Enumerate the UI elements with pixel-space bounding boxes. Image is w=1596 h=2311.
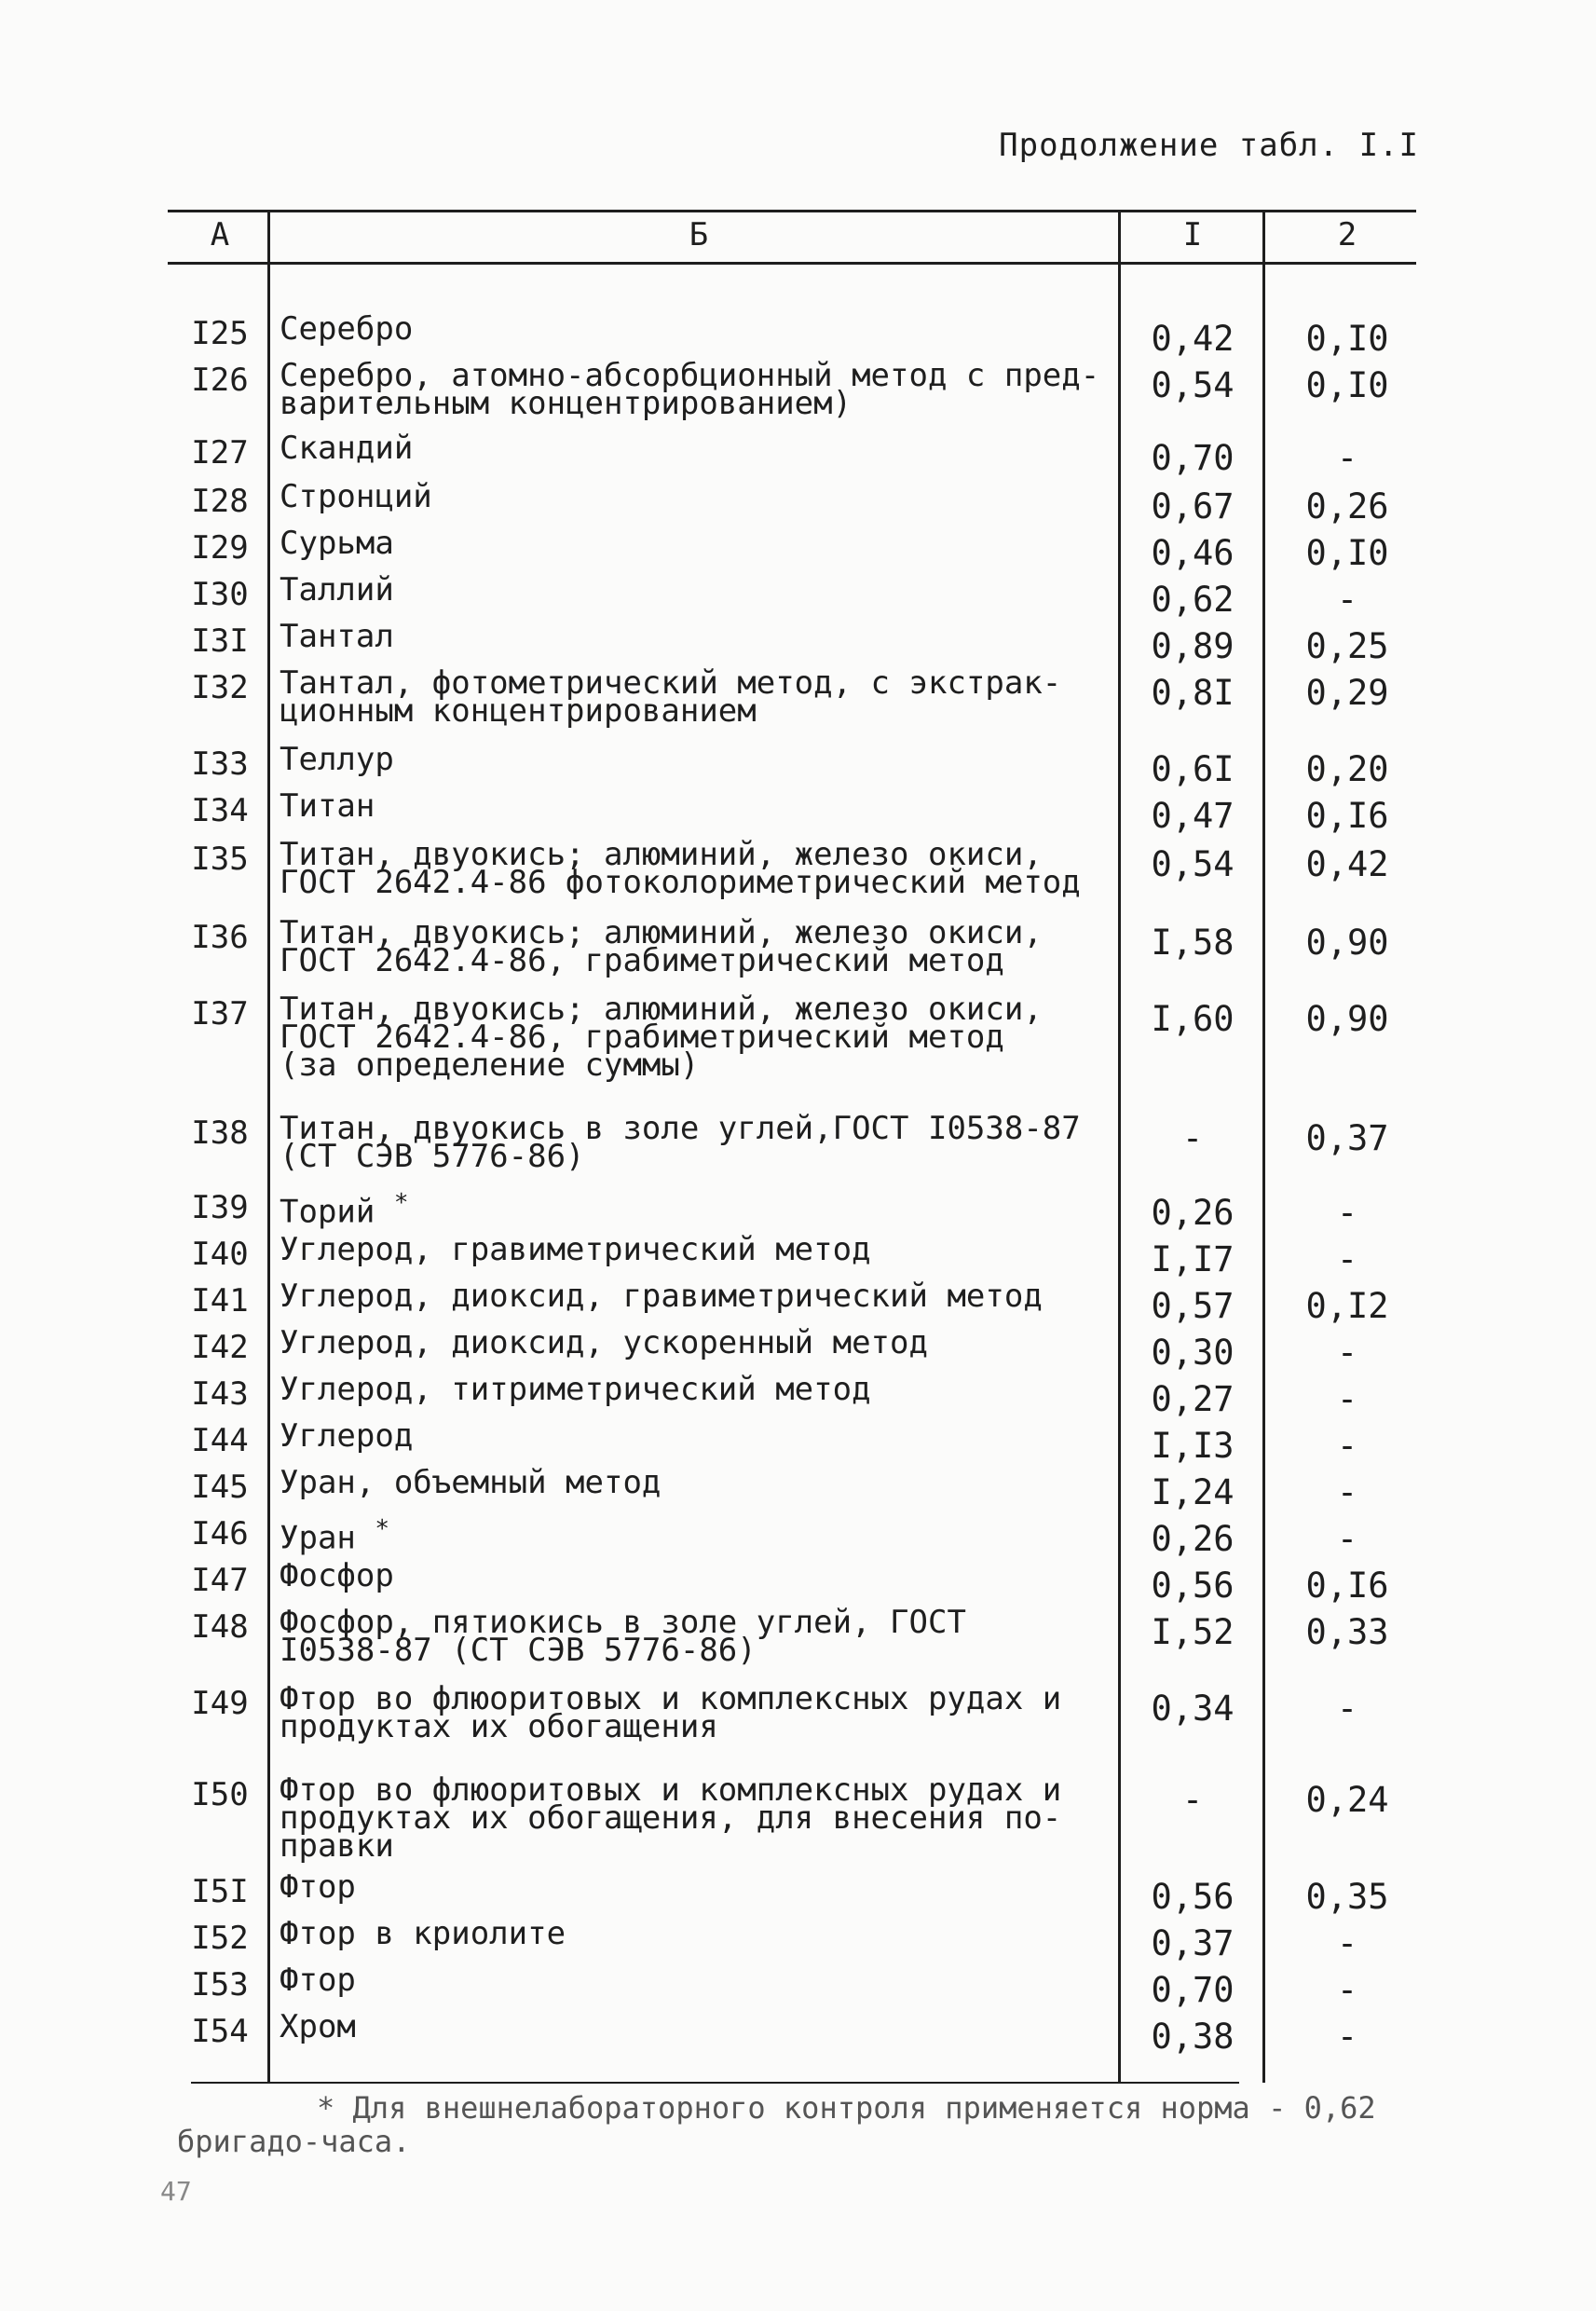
row-value-2: -	[1336, 1193, 1358, 1233]
row-number: I29	[191, 529, 249, 567]
header-col-b: Б	[689, 216, 709, 253]
row-value-1: 0,37	[1151, 1923, 1235, 1963]
row-value-2: 0,24	[1305, 1780, 1389, 1820]
row-value-2: 0,I2	[1305, 1286, 1389, 1326]
row-number: I53	[191, 1966, 249, 2003]
row-name	[280, 357, 1118, 422]
footnote: * Для внешнелабораторного контроля применяется норма - 0,62 бригадо-часа.	[177, 2090, 1376, 2159]
row-value-1: 0,62	[1151, 580, 1235, 620]
row-value-2: -	[1336, 1923, 1358, 1963]
row-name	[280, 1189, 1118, 1231]
row-value-1: 0,89	[1151, 626, 1235, 666]
column-divider-1	[1262, 210, 1265, 2083]
row-number: I26	[191, 362, 249, 399]
row-number: I46	[191, 1515, 249, 1552]
row-value-2: 0,33	[1305, 1612, 1389, 1652]
row-number: I43	[191, 1375, 249, 1413]
row-name-text: Титан, двуокись в золе углей,ГОСТ I0538-87 (СТ СЭВ 5776-86)	[280, 1110, 1081, 1175]
row-value-2: -	[1336, 1689, 1358, 1729]
row-value-1: 0,6I	[1151, 749, 1235, 789]
row-value-1: 0,67	[1151, 486, 1235, 526]
row-value-1: 0,27	[1151, 1379, 1235, 1419]
row-name-text: Уран, объемный метод	[280, 1464, 662, 1501]
row-name	[280, 1771, 1118, 1865]
row-number: I27	[191, 434, 249, 472]
row-number: I41	[191, 1282, 249, 1320]
row-number: I28	[191, 483, 249, 520]
row-value-2: -	[1336, 1239, 1358, 1279]
row-name	[280, 741, 1118, 778]
row-name-text: Фтор	[280, 1962, 356, 1999]
row-value-2: 0,20	[1305, 749, 1389, 789]
row-name-text: Углерод, диоксид, ускоренный метод	[280, 1324, 928, 1361]
row-name-text: Титан	[280, 787, 375, 825]
row-name	[280, 1231, 1118, 1268]
row-value-2: -	[1336, 580, 1358, 620]
page-number: 47	[160, 2176, 192, 2207]
row-number: I36	[191, 919, 249, 956]
row-name	[280, 478, 1118, 515]
row-name-text: Хром	[280, 2008, 356, 2045]
row-name-text: Углерод, диоксид, гравиметрический метод	[280, 1278, 1043, 1315]
row-value-1: 0,26	[1151, 1193, 1235, 1233]
row-name	[280, 525, 1118, 562]
row-name	[280, 1278, 1118, 1315]
row-name-text: Тантал, фотометрический метод, с экстрак- ционным концентрированием	[280, 664, 1062, 730]
row-value-1: 0,57	[1151, 1286, 1235, 1326]
row-name-text: Фтор во флюоритовых и комплексных рудах и продуктах их обогащения, для внесения по- правки	[280, 1771, 1062, 1865]
row-name	[280, 618, 1118, 655]
row-value-1: 0,70	[1151, 438, 1235, 478]
row-value-2: 0,I6	[1305, 1566, 1389, 1606]
row-name	[280, 1604, 1118, 1669]
row-value-2: 0,25	[1305, 626, 1389, 666]
row-number: I32	[191, 669, 249, 706]
row-value-2: 0,90	[1305, 923, 1389, 963]
row-value-1: 0,38	[1151, 2017, 1235, 2057]
row-name	[280, 1868, 1118, 1906]
row-value-2: -	[1336, 1472, 1358, 1512]
row-name-text: Стронций	[280, 478, 432, 515]
row-number: I52	[191, 1920, 249, 1957]
row-value-1: 0,30	[1151, 1333, 1235, 1373]
row-name	[280, 430, 1118, 467]
row-value-2: 0,I0	[1305, 365, 1389, 405]
row-name-text: Фосфор, пятиокись в золе углей, ГОСТ I0538-87 (СТ СЭВ 5776-86)	[280, 1604, 966, 1669]
header-col-a: А	[210, 216, 230, 253]
row-number: I54	[191, 2013, 249, 2050]
row-value-1: 0,42	[1151, 319, 1235, 359]
row-name	[280, 1557, 1118, 1594]
row-name-text: Титан, двуокись; алюминий, железо окиси, ГОСТ 2642.4-86 фотоколориметрический метод	[280, 836, 1081, 901]
row-value-2: 0,I6	[1305, 796, 1389, 836]
row-name	[280, 836, 1118, 901]
row-name-text: Уран	[280, 1519, 356, 1557]
row-value-1: 0,26	[1151, 1519, 1235, 1559]
column-divider-a	[267, 210, 270, 2083]
row-value-1: 0,46	[1151, 533, 1235, 573]
row-name-text: Фтор в криолите	[280, 1915, 566, 1952]
row-number: I35	[191, 841, 249, 878]
row-name	[280, 1110, 1118, 1175]
row-value-2: -	[1336, 1970, 1358, 2010]
row-number: I49	[191, 1685, 249, 1722]
row-name	[280, 991, 1118, 1084]
row-value-2: -	[1336, 1426, 1358, 1466]
row-number: I39	[191, 1189, 249, 1226]
footnote-marker: *	[375, 1515, 390, 1543]
row-name-text: Таллий	[280, 571, 394, 609]
row-name-text: Углерод, гравиметрический метод	[280, 1231, 871, 1268]
table-continuation-caption: Продолжение табл. I.I	[999, 127, 1419, 164]
row-value-2: 0,35	[1305, 1877, 1389, 1917]
row-value-2: -	[1336, 1333, 1358, 1373]
row-number: I25	[191, 315, 249, 352]
row-value-1: 0,47	[1151, 796, 1235, 836]
column-divider-b	[1118, 210, 1121, 2083]
row-number: I50	[191, 1776, 249, 1813]
row-number: I37	[191, 995, 249, 1032]
row-name-text: Тантал	[280, 618, 394, 655]
row-number: I38	[191, 1114, 249, 1152]
row-name-text: Сурьма	[280, 525, 394, 562]
table-top-rule	[168, 210, 1416, 212]
row-name-text: Титан, двуокись; алюминий, железо окиси, ГОСТ 2642.4-86, грабиметрический метод	[280, 914, 1043, 979]
row-name-text: Фтор	[280, 1868, 356, 1906]
row-value-1: I,52	[1151, 1612, 1235, 1652]
row-value-2: -	[1336, 1379, 1358, 1419]
header-col-2: 2	[1337, 216, 1357, 253]
row-value-2: 0,I0	[1305, 533, 1389, 573]
row-value-1: 0,70	[1151, 1970, 1235, 2010]
row-value-1: 0,56	[1151, 1566, 1235, 1606]
row-name-text: Серебро	[280, 310, 414, 348]
row-name-text: Фосфор	[280, 1557, 394, 1594]
row-value-1: 0,34	[1151, 1689, 1235, 1729]
row-number: I44	[191, 1422, 249, 1459]
row-value-2: 0,I0	[1305, 319, 1389, 359]
row-value-1: -	[1181, 1118, 1204, 1158]
table-bottom-rule	[191, 2082, 1239, 2084]
row-name	[280, 1324, 1118, 1361]
footnote-marker: *	[393, 1189, 409, 1217]
row-value-1: I,24	[1151, 1472, 1235, 1512]
row-number: I30	[191, 576, 249, 613]
row-value-1: I,I7	[1151, 1239, 1235, 1279]
row-name-text: Титан, двуокись; алюминий, железо окиси, ГОСТ 2642.4-86, грабиметрический метод (за определение суммы)	[280, 991, 1043, 1084]
row-name	[280, 914, 1118, 979]
row-value-2: -	[1336, 438, 1358, 478]
row-name	[280, 1417, 1118, 1455]
row-name	[280, 2008, 1118, 2045]
row-name	[280, 1915, 1118, 1952]
row-value-1: I,I3	[1151, 1426, 1235, 1466]
header-bottom-rule	[168, 262, 1416, 265]
row-value-2: 0,90	[1305, 999, 1389, 1039]
header-col-1: I	[1182, 216, 1203, 253]
row-name-text: Углерод, титриметрический метод	[280, 1371, 871, 1408]
row-value-2: 0,26	[1305, 486, 1389, 526]
row-value-1: 0,8I	[1151, 673, 1235, 713]
row-name-text: Теллур	[280, 741, 394, 778]
row-value-1: 0,54	[1151, 365, 1235, 405]
row-number: I45	[191, 1469, 249, 1506]
row-value-1: 0,56	[1151, 1877, 1235, 1917]
row-number: I40	[191, 1236, 249, 1273]
row-name	[280, 1371, 1118, 1408]
row-value-1: I,60	[1151, 999, 1235, 1039]
row-number: I48	[191, 1608, 249, 1646]
row-number: I33	[191, 745, 249, 783]
row-name	[280, 787, 1118, 825]
row-name	[280, 1515, 1118, 1557]
row-name-text: Скандий	[280, 430, 414, 467]
row-value-2: 0,29	[1305, 673, 1389, 713]
row-value-1: 0,54	[1151, 844, 1235, 884]
row-value-1: I,58	[1151, 923, 1235, 963]
row-number: I3I	[191, 622, 249, 660]
row-name-text: Углерод	[280, 1417, 414, 1455]
row-name	[280, 571, 1118, 609]
row-number: I5I	[191, 1873, 249, 1910]
row-number: I47	[191, 1562, 249, 1599]
row-number: I34	[191, 792, 249, 829]
row-name	[280, 664, 1118, 730]
row-name	[280, 1680, 1118, 1745]
row-number: I42	[191, 1329, 249, 1366]
row-name	[280, 1962, 1118, 1999]
row-name-text: Торий	[280, 1193, 375, 1231]
row-value-2: 0,37	[1305, 1118, 1389, 1158]
row-value-2: -	[1336, 1519, 1358, 1559]
row-name-text: Серебро, атомно-абсорбционный метод с пред- варительным концентрированием)	[280, 357, 1100, 422]
row-value-2: -	[1336, 2017, 1358, 2057]
row-name	[280, 1464, 1118, 1501]
row-value-2: 0,42	[1305, 844, 1389, 884]
row-name	[280, 310, 1118, 348]
row-name-text: Фтор во флюоритовых и комплексных рудах и продуктах их обогащения	[280, 1680, 1062, 1745]
row-value-1: -	[1181, 1780, 1204, 1820]
